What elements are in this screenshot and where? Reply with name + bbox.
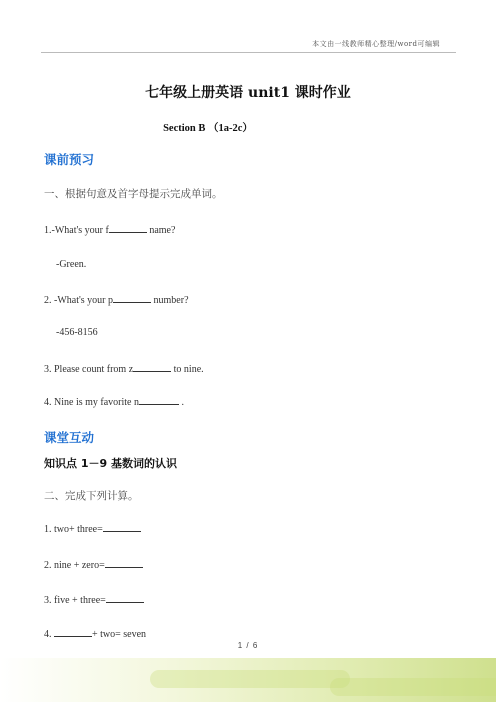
calc-item-3: 3. five + three= xyxy=(44,593,144,606)
calc-item-4: 4. + two= seven xyxy=(44,629,147,640)
classroom-heading: 课堂互动 xyxy=(44,430,95,445)
answer-blank[interactable] xyxy=(113,293,151,303)
footer-stripe xyxy=(150,670,350,688)
page-number: 1 / 6 xyxy=(237,641,259,650)
header-divider xyxy=(41,52,456,53)
footer-stripe xyxy=(330,678,496,696)
preview-item-4: 4. Nine is my favorite n . xyxy=(44,397,184,408)
calc-item-2: 2. nine + zero= xyxy=(44,558,143,571)
document-title: 七年级上册英语 unit1 课时作业 xyxy=(145,85,351,101)
answer-blank[interactable] xyxy=(54,627,92,637)
preview-answer-line-1: -Green. xyxy=(56,259,87,270)
preview-item-1: 1.-What's your f name? xyxy=(44,225,176,236)
answer-blank[interactable] xyxy=(109,223,147,233)
knowledge-point: 知识点 1－9 基数词的认识 xyxy=(44,457,177,470)
answer-blank[interactable] xyxy=(133,362,171,372)
section-subtitle: Section B （1a-2c） xyxy=(163,123,253,134)
calc-item-1: 1. two+ three= xyxy=(44,522,141,535)
answer-blank[interactable] xyxy=(105,558,143,568)
preview-item-3: 3. Please count from z to nine. xyxy=(44,364,204,375)
answer-blank[interactable] xyxy=(139,395,179,405)
preview-item-2: 2. -What's your p number? xyxy=(44,295,189,306)
answer-blank[interactable] xyxy=(103,522,141,532)
preview-heading: 课前预习 xyxy=(44,152,95,167)
classroom-instruction: 二、完成下列计算。 xyxy=(44,490,139,502)
preview-answer-line-2: -456-8156 xyxy=(56,327,98,338)
header-note: 本文由一线教师精心整理/word可编辑 xyxy=(312,40,440,48)
footer-decoration xyxy=(0,658,496,702)
answer-blank[interactable] xyxy=(106,593,144,603)
preview-instruction: 一、根据句意及首字母提示完成单词。 xyxy=(44,188,223,200)
